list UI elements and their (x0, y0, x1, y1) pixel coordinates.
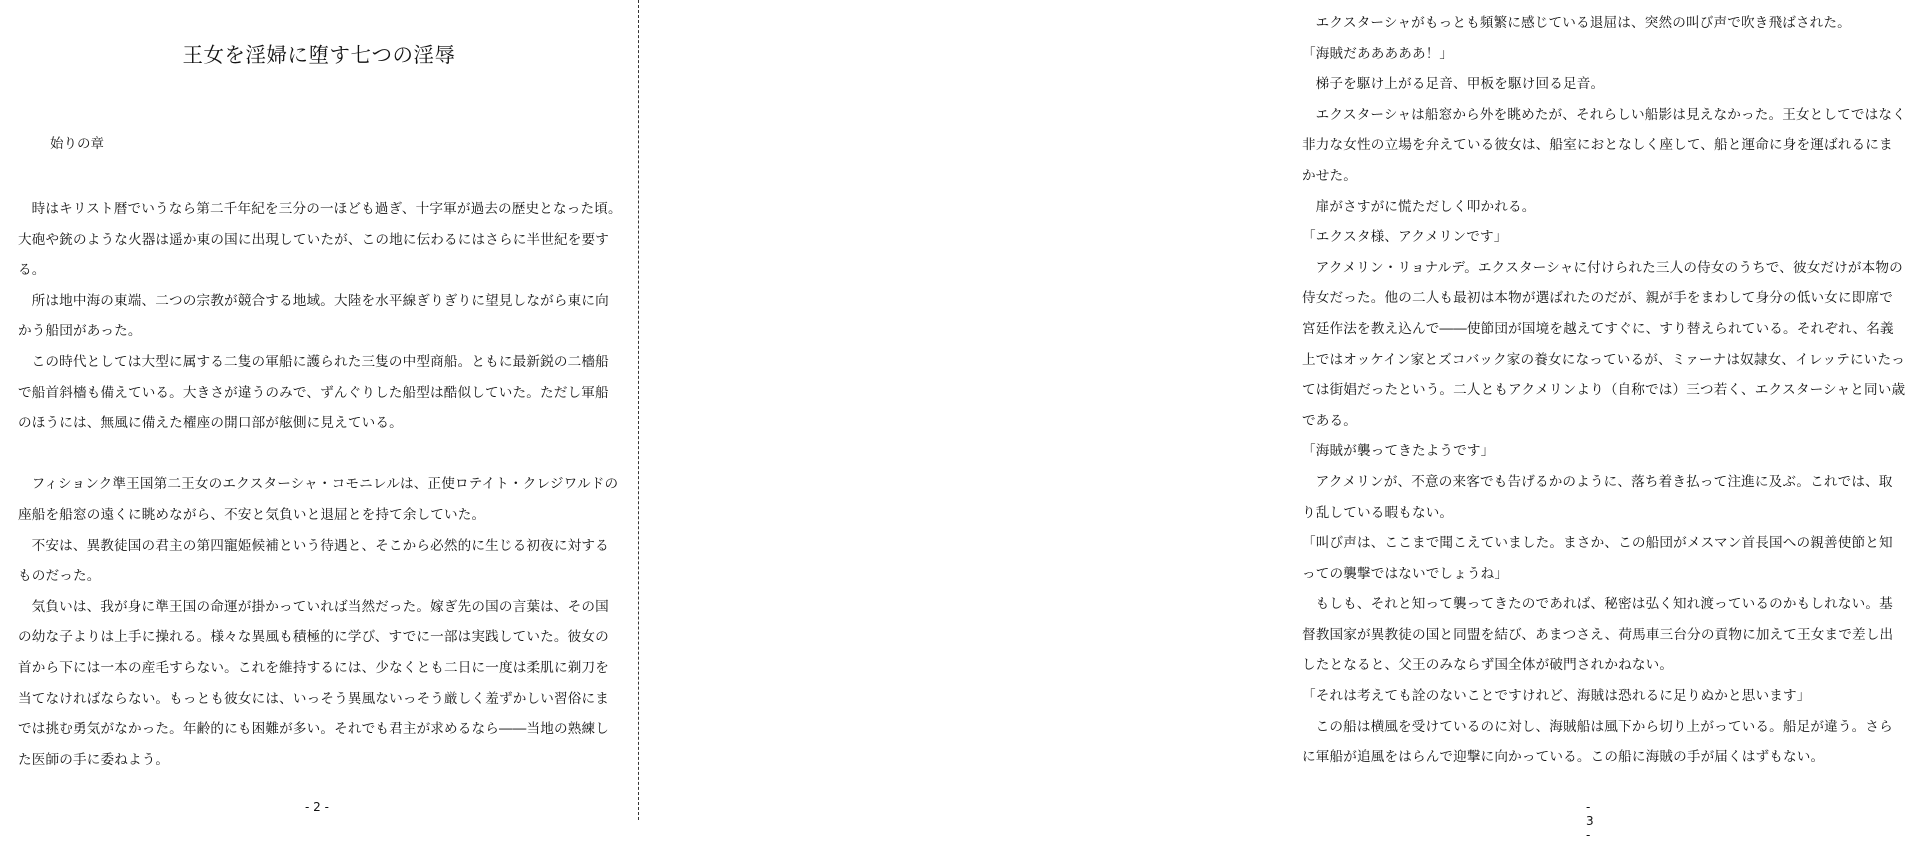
left-body-text (18, 194, 622, 775)
left-page (0, 0, 638, 820)
paragraph: 梯子を駆け上がる足音、甲板を駆け回る足音。 (1315, 76, 1605, 93)
page-divider (638, 0, 639, 820)
dialogue-line: 「エクスタ様、アクメリンです」 (1302, 229, 1508, 246)
paragraph: 不安は、異教徒国の君主の第四寵姫候補という待遇と、そこから必然的に生じる初夜に対するものだった。 (18, 537, 609, 585)
dialogue-line: 「叫び声は、ここまで聞こえていました。まさか、この船団がメスマン首長国への親善使節と知っての襲撃ではないでしょうね」 (1302, 535, 1893, 582)
paragraph: この船は横風を受けているのに対し、海賊船は風下から切り上がっている。船足が違う。さらに軍船が追風をはらんで迎撃に向かっている。この船に海賊の手が届くはずもない。 (1302, 718, 1893, 766)
page-number-right: - 3 - (1586, 800, 1594, 842)
dialogue-line: 「それは考えても詮のないことですけれど、海賊は恐れるに足りぬかと思います」 (1302, 688, 1811, 705)
paragraph: エクスターシャがもっとも頻繁に感じている退屈は、突然の叫び声で吹き飛ばされた。 (1315, 15, 1851, 31)
page-number-left: - 2 - (305, 800, 329, 814)
paragraph: もしも、それと知って襲ってきたのであれば、秘密は弘く知れ渡っているのかもしれない。基督教国家が異教徒の国と同盟を結び、あまつさえ、荷馬車三台分の貢物に加えて王女まで差し出したとなると、父王のみならず国全体が破門されかねない。 (1302, 596, 1894, 674)
paragraph: フィションク準王国第二王女のエクスターシャ・コモニレルは、正使ロテイト・クレジワルドの座船を船窓の遠くに眺めながら、不安と気負いと退屈とを持て余していた。 (18, 476, 619, 523)
paragraph: アクメリン・リョナルデ。エクスターシャに付けられた三人の侍女のうちで、彼女だけが本物の侍女だった。他の二人も最初は本物が選ばれたのだが、親が手をまわして身分の低い女に即席で宮廷作法を教え込んで――使節団が国境を越えてすぐに、すり替えられている。それぞれ、名義上ではオッケイン家とズコバック家の養女になっているが、ミァーナは奴隷女、イレッテにいたっては街娼だったという。二人ともアクメリンより（自称では）三つ若く、エクスターシャと同い歳である。 (1302, 259, 1906, 429)
book-title: 王女を淫婦に堕す七つの淫辱 (182, 43, 456, 67)
paragraph: 気負いは、我が身に準王国の命運が掛かっていれば当然だった。嫁ぎ先の国の言葉は、その国の幼な子よりは上手に操れる。様々な異風も積極的に学び、すでに一部は実践していた。彼女の首から下には一本の産毛すらない。これを維持するには、少なくとも二日に一度は柔肌に剃刀を当てなければならない。もっとも彼女には、いっそう異風ないっそう厳しく羞ずかしい習俗にまでは挑む勇気がなかった。年齢的にも困難が多い。それでも君主が求めるなら――当地の熟練した医師の手に委ねよう。 (18, 598, 609, 768)
paragraph: 扉がさすがに慌ただしく叩かれる。 (1315, 198, 1536, 215)
paragraph: この時代としては大型に属する二隻の軍船に護られた三隻の中型商船。ともに最新鋭の二檣船で船首斜檣も備えている。大きさが違うのみで、ずんぐりした船型は酷似していた。ただし軍船のほうには、無風に備えた櫂座の開口部が舷側に見えている。 (18, 353, 609, 432)
paragraph-gap (18, 439, 622, 470)
paragraph: 所は地中海の東端、二つの宗教が競合する地域。大陸を水平線ぎりぎりに望見しながら東に向かう船団があった。 (18, 292, 609, 340)
paragraph: エクスターシャは船窓から外を眺めたが、それらしい船影は見えなかった。王女としてではなく非力な女性の立場を弁えている彼女は、船室におとなしく座して、船と運命に身を運ばれるにまかせた。 (1302, 106, 1906, 184)
chapter-heading: 始りの章 (50, 136, 104, 152)
paragraph: 時はキリスト暦でいうなら第二千年紀を三分の一ほども過ぎ、十字軍が過去の歴史となった頃。大砲や銃のような火器は遥か東の国に出現していたが、この地に伝わるにはさらに半世紀を要する。 (18, 201, 622, 279)
dialogue-line: 「海賊だあああああ！」 (1302, 45, 1454, 62)
right-page (640, 0, 1906, 842)
dialogue-line: 「海賊が襲ってきたようです」 (1302, 443, 1495, 460)
paragraph: アクメリンが、不意の来客でも告げるかのように、落ち着き払って注進に及ぶ。これでは、取り乱している暇もない。 (1302, 473, 1893, 521)
right-body-text (1302, 8, 1906, 773)
